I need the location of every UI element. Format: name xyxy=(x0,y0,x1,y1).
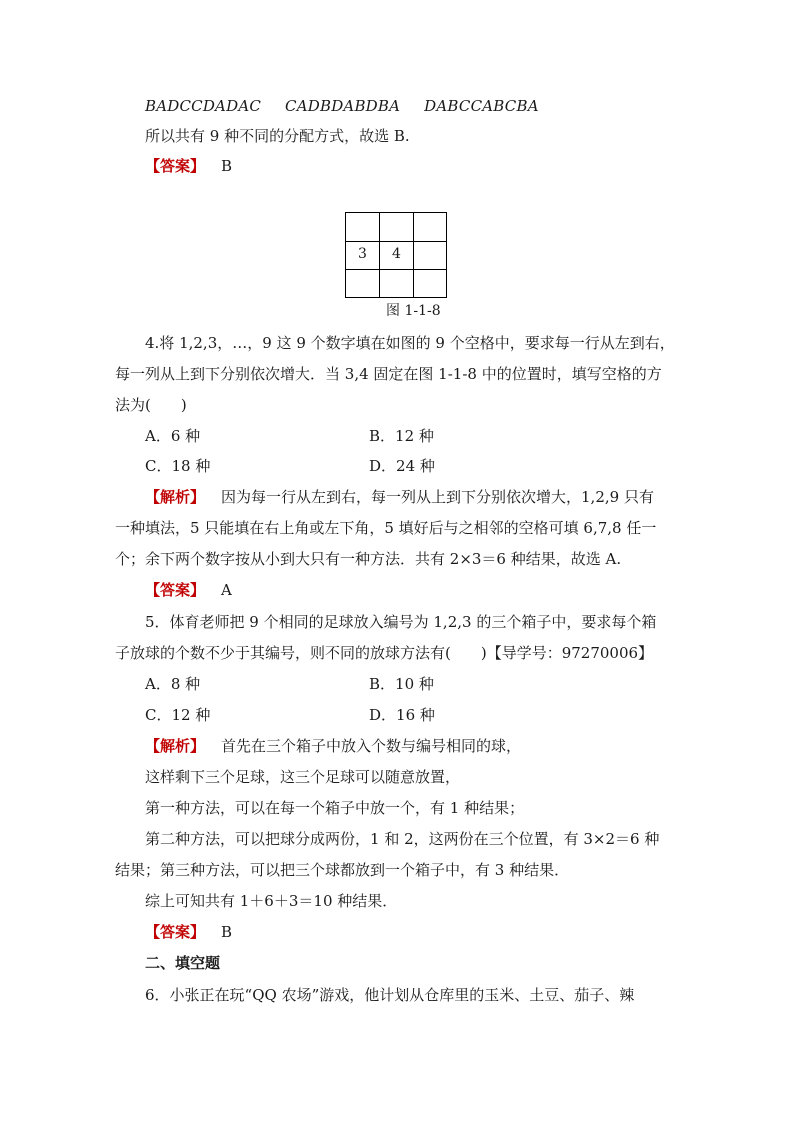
q4-option-a: A．6 种 xyxy=(145,427,201,445)
answer-line-top xyxy=(145,156,232,176)
q5-analysis-line-6: 综上可知共有 1＋6＋3＝10 种结果． xyxy=(145,892,398,910)
q4-analysis-line-1 xyxy=(145,487,654,507)
q4-line-3: 法为( ) xyxy=(115,396,187,414)
q4-option-b: B．12 种 xyxy=(369,427,434,445)
q5-option-d: D．16 种 xyxy=(369,706,435,724)
q5-option-c: C．12 种 xyxy=(145,706,211,724)
sequence-3: DABCCABCBA xyxy=(424,97,539,115)
q5-analysis-line-2: 这样剩下三个足球，这三个足球可以随意放置， xyxy=(145,768,461,786)
q5-analysis-line-5: 结果；第三种方法，可以把三个球都放到一个箱子中，有 3 种结果． xyxy=(115,861,570,879)
q4-analysis-line-2: 一种填法，5 只能填在右上角或左下角，5 填好后与之相邻的空格可填 6,7,8 任一 xyxy=(115,519,657,537)
number-grid-figure xyxy=(345,212,447,298)
grid-cell xyxy=(380,270,414,297)
grid-cell xyxy=(346,213,380,242)
sequence-2: CADBDABDBA xyxy=(285,97,401,115)
analysis-text: 首先在三个箱子中放入个数与编号相同的球， xyxy=(221,737,522,755)
grid-cell: 3 xyxy=(346,242,380,270)
q4-option-c: C．18 种 xyxy=(145,457,211,475)
q5-analysis-line-3: 第一种方法，可以在每一个箱子中放一个，有 1 种结果； xyxy=(145,799,525,817)
answer-value: A xyxy=(221,581,232,599)
q5-answer-line xyxy=(145,922,232,942)
q4-option-d: D．24 种 xyxy=(369,457,435,475)
grid-cell xyxy=(380,213,414,242)
sequence-line xyxy=(145,96,539,116)
grid-cell xyxy=(414,213,447,242)
q5-line-1: 5．体育老师把 9 个相同的足球放入编号为 1,2,3 的三个箱子中，要求每个箱 xyxy=(145,613,657,631)
figure-caption: 图 1-1-8 xyxy=(386,303,441,319)
q5-analysis-line-1 xyxy=(145,736,521,756)
sequence-1: BADCCDADAC xyxy=(145,97,262,115)
answer-tag: 【答案】 xyxy=(145,581,206,599)
q4-answer-line xyxy=(145,580,232,600)
answer-value: B xyxy=(221,923,233,941)
analysis-tag: 【解析】 xyxy=(145,737,206,755)
grid-cell: 4 xyxy=(380,242,414,270)
analysis-text: 因为每一行从左到右，每一列从上到下分别依次增大，1,2,9 只有 xyxy=(221,488,654,506)
q4-analysis-line-3: 个；余下两个数字按从小到大只有一种方法．共有 2×3＝6 种结果，故选 A. xyxy=(115,550,622,568)
answer-tag: 【答案】 xyxy=(145,923,206,941)
grid-cell xyxy=(346,270,380,297)
answer-tag: 【答案】 xyxy=(145,157,206,175)
q6-line-1: 6．小张正在玩“QQ 农场”游戏，他计划从仓库里的玉米、土豆、茄子、辣 xyxy=(145,986,635,1004)
grid-cell xyxy=(414,242,447,270)
analysis-tag: 【解析】 xyxy=(145,488,206,506)
q5-analysis-line-4: 第二种方法，可以把球分成两份，1 和 2，这两份在三个位置，有 3×2＝6 种 xyxy=(145,830,660,848)
q5-option-b: B．10 种 xyxy=(369,675,434,693)
q4-line-2: 每一列从上到下分别依次增大．当 3,4 固定在图 1-1-8 中的位置时，填写空格的方 xyxy=(115,365,662,383)
section-title: 二、填空题 xyxy=(145,954,221,972)
q5-line-2: 子放球的个数不少于其编号，则不同的放球方法有( )【导学号：97270006】 xyxy=(115,644,654,662)
answer-value: B xyxy=(221,157,233,175)
grid-cell xyxy=(414,270,447,297)
q5-option-a: A．8 种 xyxy=(145,675,201,693)
conclusion-text: 所以共有 9 种不同的分配方式，故选 B. xyxy=(145,127,410,145)
q4-line-1: 4.将 1,2,3，…，9 这 9 个数字填在如图的 9 个空格中，要求每一行从左到右， xyxy=(145,334,675,352)
